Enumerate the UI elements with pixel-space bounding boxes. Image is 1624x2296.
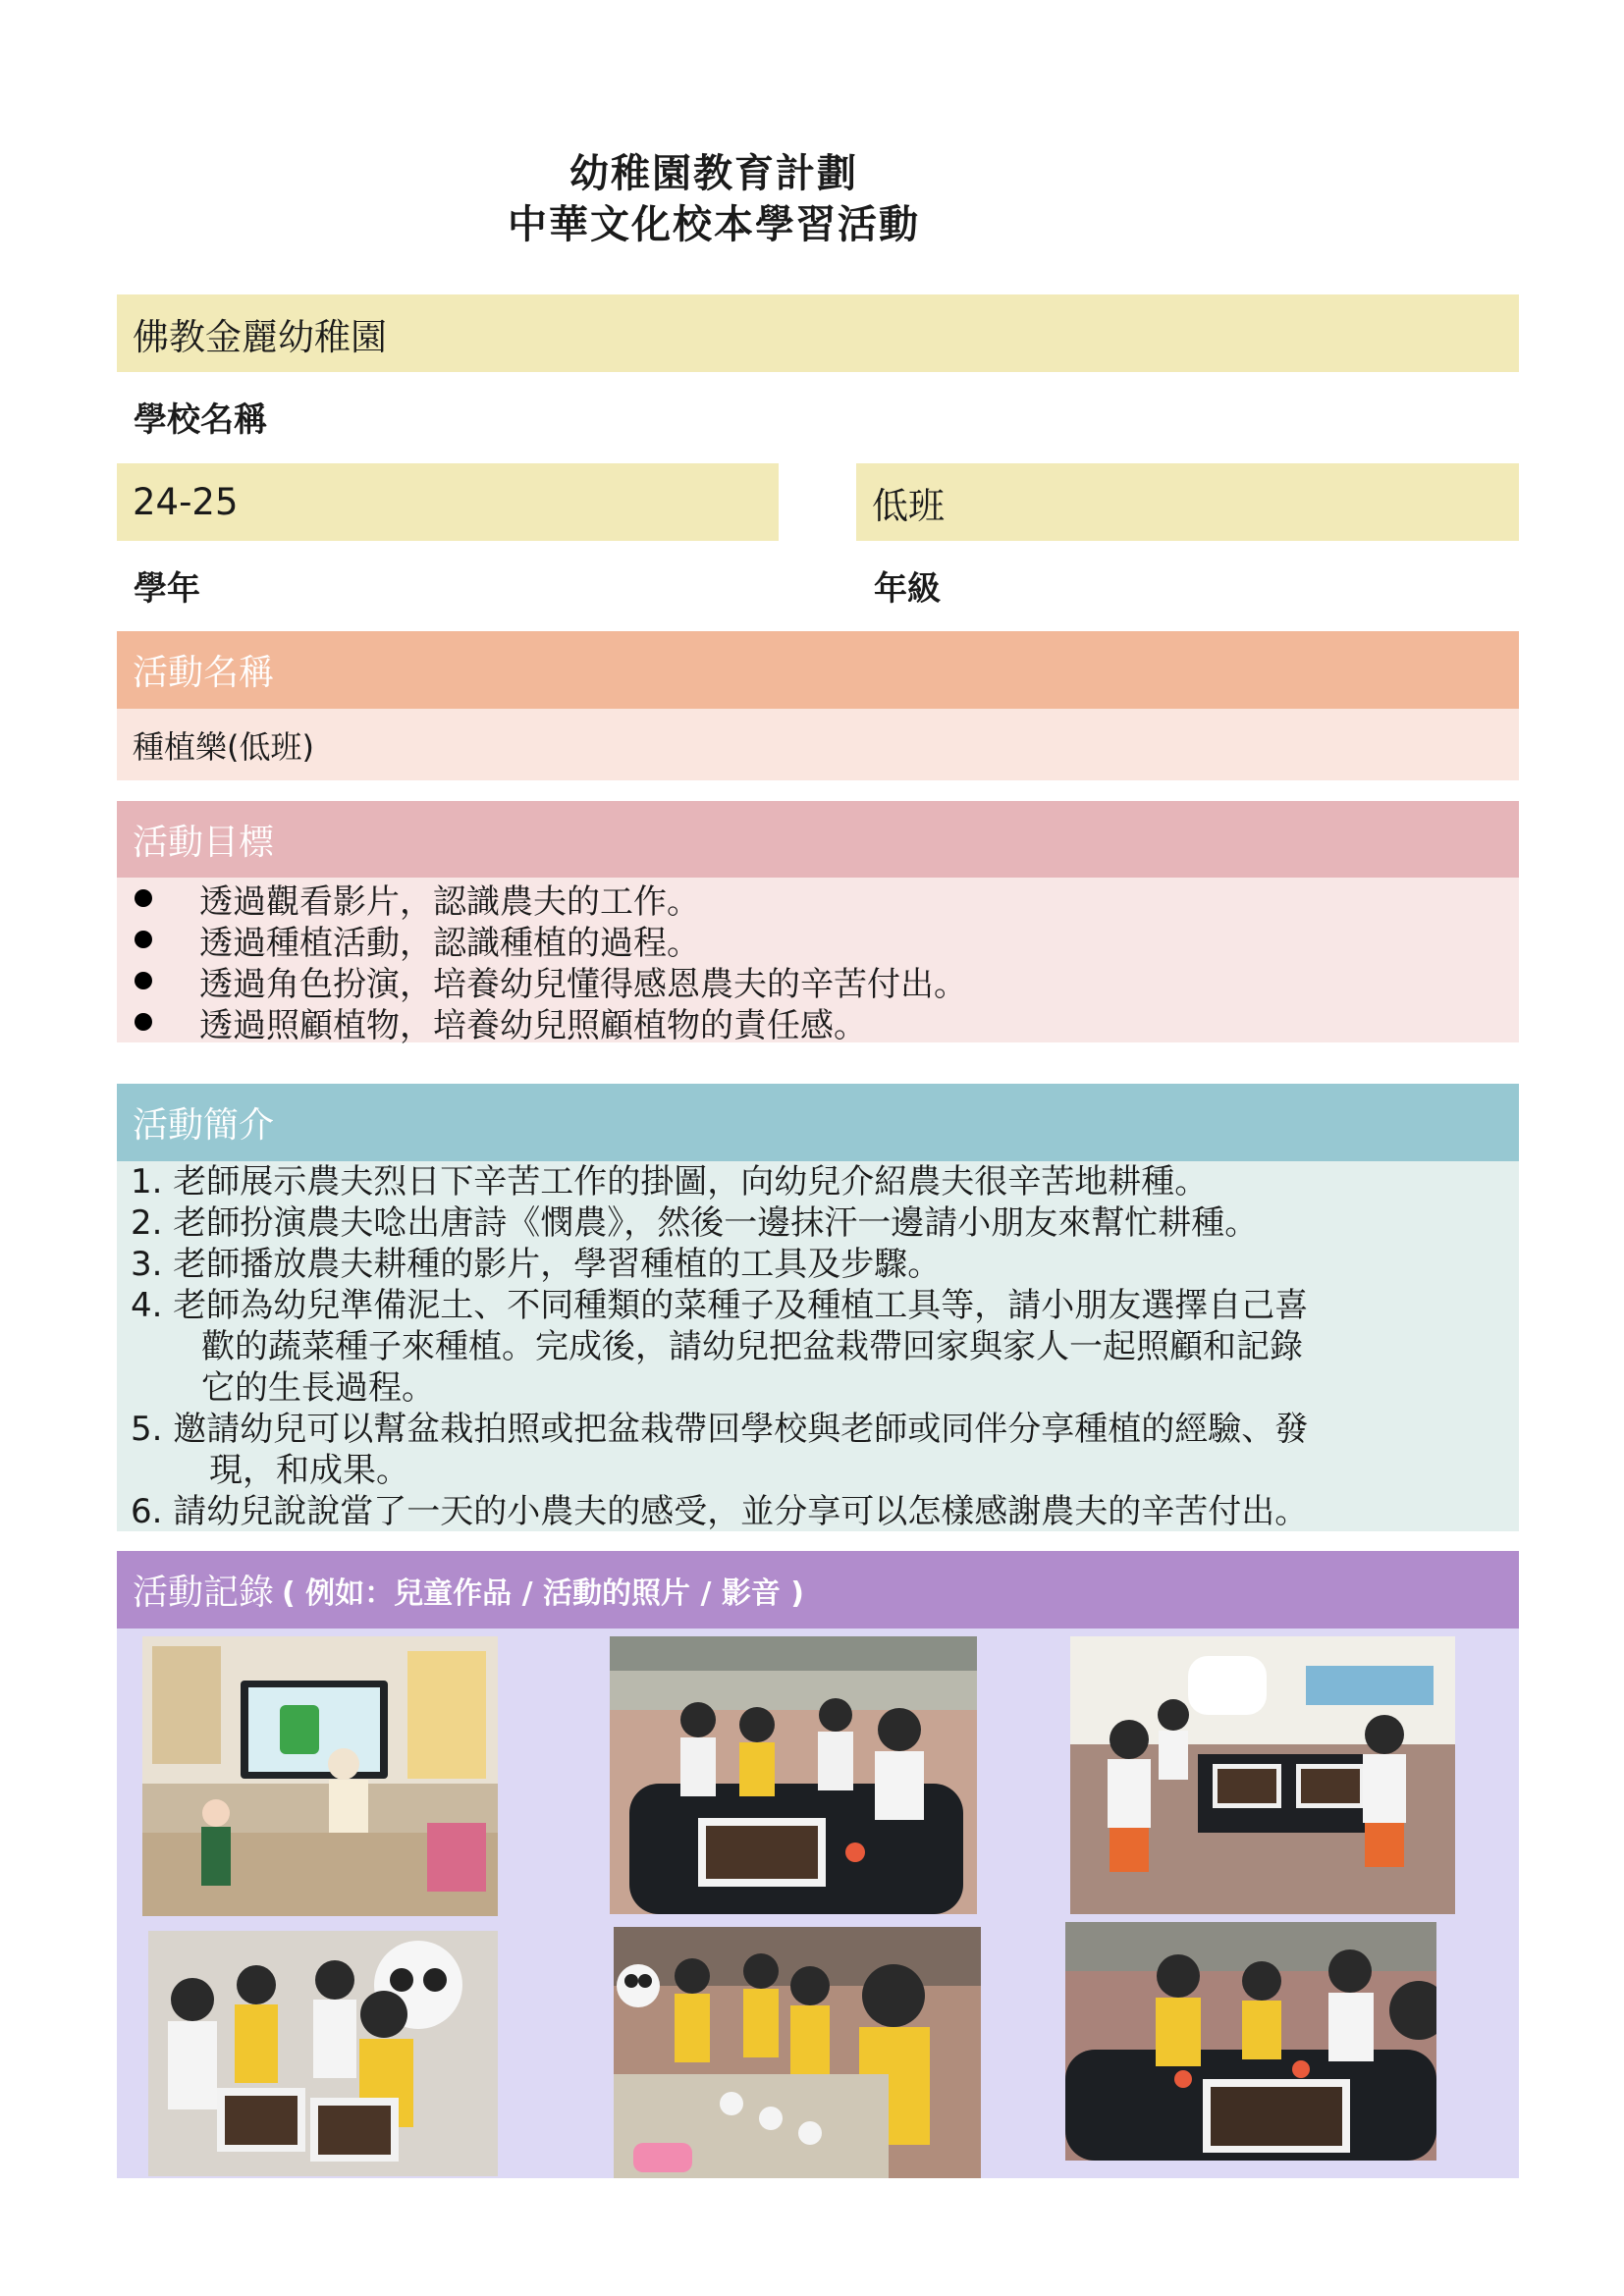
objective-item	[117, 878, 1519, 922]
bullet-icon	[135, 889, 152, 907]
intro-line: 6. 請幼兒說說當了一天的小農夫的感受，並分享可以怎樣感謝農夫的辛苦付出。	[131, 1492, 1309, 1531]
objective-text: 透過種植活動，認識種植的過程。	[199, 923, 700, 963]
school-year-label: 學年	[134, 569, 200, 609]
objectives-list	[117, 878, 1519, 1045]
school-year-field	[117, 463, 779, 541]
objective-item	[117, 960, 1519, 1004]
objectives-heading	[117, 801, 1519, 878]
photo-children-soil-tray-close	[1065, 1922, 1436, 2161]
school-name-label: 學校名稱	[134, 400, 267, 440]
intro-line: 4. 老師為幼兒準備泥土、不同種類的菜種子及種植工具等，請小朋友選擇自己喜	[131, 1286, 1309, 1325]
intro-line: 它的生長過程。	[201, 1368, 435, 1408]
photo-children-seed-cups	[614, 1927, 981, 2178]
photo-children-soil-tray-outdoor	[610, 1636, 977, 1914]
objectives-heading-text: 活動目標	[133, 822, 275, 863]
objective-text: 透過角色扮演，培養幼兒懂得感恩農夫的辛苦付出。	[199, 964, 967, 1004]
records-heading	[117, 1551, 1519, 1629]
objective-text: 透過觀看影片，認識農夫的工作。	[199, 881, 700, 922]
photo-children-planting-indoor	[148, 1931, 498, 2176]
objective-item	[117, 919, 1519, 963]
intro-heading-text: 活動簡介	[133, 1105, 275, 1146]
grade-field	[856, 463, 1519, 541]
activity-name-heading-text: 活動名稱	[133, 653, 275, 693]
school-name-field	[117, 294, 1519, 372]
intro-heading	[117, 1084, 1519, 1161]
bullet-icon	[135, 1013, 152, 1031]
intro-line: 2. 老師扮演農夫唸出唐詩《憫農》，然後一邊抹汗一邊請小朋友來幫忙耕種。	[131, 1203, 1259, 1243]
page-title-line2: 中華文化校本學習活動	[508, 202, 920, 247]
photo-children-planting-table	[1070, 1636, 1455, 1914]
records-heading-note: ( 例如：兒童作品 / 活動的照片 / 影音 )	[282, 1575, 805, 1611]
objective-text: 透過照顧植物，培養幼兒照顧植物的責任感。	[199, 1005, 867, 1045]
intro-line: 歡的蔬菜種子來種植。完成後，請幼兒把盆栽帶回家與家人一起照顧和記錄	[201, 1327, 1303, 1366]
bullet-icon	[135, 931, 152, 948]
activity-name-body	[117, 709, 1519, 780]
intro-body	[117, 1161, 1519, 1531]
intro-line: 5. 邀請幼兒可以幫盆栽拍照或把盆栽帶回學校與老師或同伴分享種植的經驗、發	[131, 1410, 1309, 1449]
intro-line: 3. 老師播放農夫耕種的影片，學習種植的工具及步驟。	[131, 1245, 942, 1284]
grade-label: 年級	[874, 569, 941, 609]
records-heading-text: 活動記錄	[133, 1573, 275, 1613]
activity-name-value: 種植樂(低班)	[133, 727, 314, 766]
objective-item	[117, 1001, 1519, 1045]
photo-teacher-video-lesson	[142, 1636, 498, 1916]
school-name-value: 佛教金麗幼稚園	[133, 315, 387, 358]
grade-value: 低班	[872, 484, 945, 527]
page-title-line1: 幼稚園教育計劃	[569, 151, 858, 196]
school-year-value: 24-25	[133, 481, 239, 523]
bullet-icon	[135, 972, 152, 989]
intro-line: 1. 老師展示農夫烈日下辛苦工作的掛圖，向幼兒介紹農夫很辛苦地耕種。	[131, 1162, 1209, 1201]
activity-name-heading	[117, 631, 1519, 709]
intro-line: 現，和成果。	[209, 1451, 409, 1490]
